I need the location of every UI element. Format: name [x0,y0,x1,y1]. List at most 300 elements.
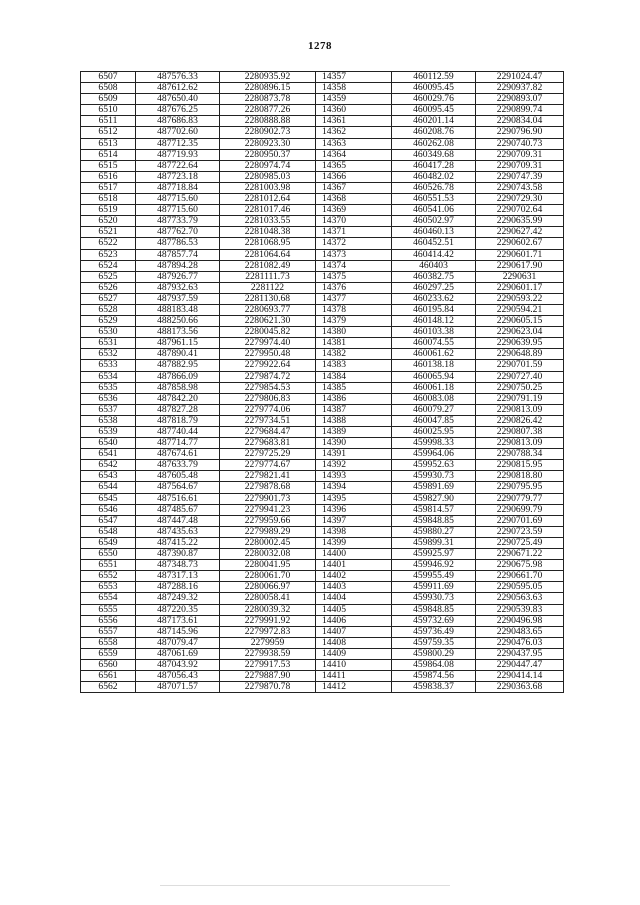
table-row [81,682,564,693]
x-coordinate-right-cell: 459848.85 [392,604,476,615]
point-id-left-cell: 6553 [81,582,136,593]
point-id-right-cell: 14372 [316,238,392,249]
footer-rule [160,885,450,886]
y-coordinate-left-cell: 2280039.32 [220,604,316,615]
y-coordinate-left-cell: 2281068.95 [220,238,316,249]
point-id-right-cell: 14378 [316,304,392,315]
x-coordinate-left-cell: 487650.40 [136,94,220,105]
y-coordinate-right-cell: 2290709.31 [476,160,564,171]
x-coordinate-left-cell: 487676.25 [136,105,220,116]
y-coordinate-left-cell: 2280950.37 [220,149,316,160]
y-coordinate-left-cell: 2279874.72 [220,371,316,382]
x-coordinate-left-cell: 487926.77 [136,271,220,282]
y-coordinate-right-cell: 2290661.70 [476,571,564,582]
y-coordinate-right-cell: 2290818.80 [476,471,564,482]
x-coordinate-right-cell: 459732.69 [392,615,476,626]
y-coordinate-left-cell: 2279806.83 [220,393,316,404]
point-id-left-cell: 6522 [81,238,136,249]
point-id-right-cell: 14394 [316,482,392,493]
y-coordinate-right-cell: 2290727.40 [476,371,564,382]
x-coordinate-left-cell: 487061.69 [136,648,220,659]
point-id-right-cell: 14412 [316,682,392,693]
x-coordinate-right-cell: 460103.38 [392,327,476,338]
y-coordinate-right-cell: 2290496.98 [476,615,564,626]
point-id-left-cell: 6518 [81,194,136,205]
x-coordinate-right-cell: 459848.85 [392,515,476,526]
y-coordinate-left-cell: 2279989.29 [220,526,316,537]
x-coordinate-right-cell: 460482.02 [392,171,476,182]
y-coordinate-left-cell: 2280032.08 [220,549,316,560]
table-row [81,549,564,560]
point-id-left-cell: 6517 [81,182,136,193]
point-id-left-cell: 6548 [81,526,136,537]
x-coordinate-left-cell: 487723.18 [136,171,220,182]
point-id-left-cell: 6514 [81,149,136,160]
x-coordinate-right-cell: 459880.27 [392,526,476,537]
x-coordinate-left-cell: 487564.67 [136,482,220,493]
table-row [81,171,564,182]
x-coordinate-left-cell: 487079.47 [136,637,220,648]
y-coordinate-left-cell: 2281122 [220,282,316,293]
x-coordinate-left-cell: 487576.33 [136,72,220,83]
point-id-left-cell: 6511 [81,116,136,127]
table-row [81,116,564,127]
point-id-left-cell: 6533 [81,360,136,371]
y-coordinate-left-cell: 2279917.53 [220,659,316,670]
x-coordinate-left-cell: 487317.13 [136,571,220,582]
x-coordinate-right-cell: 460297.25 [392,282,476,293]
point-id-right-cell: 14382 [316,349,392,360]
point-id-right-cell: 14407 [316,626,392,637]
y-coordinate-right-cell: 2290899.74 [476,105,564,116]
x-coordinate-right-cell: 459864.08 [392,659,476,670]
point-id-left-cell: 6507 [81,72,136,83]
x-coordinate-left-cell: 487612.62 [136,83,220,94]
x-coordinate-left-cell: 487145.96 [136,626,220,637]
x-coordinate-right-cell: 460195.84 [392,304,476,315]
x-coordinate-right-cell: 459930.73 [392,593,476,604]
y-coordinate-left-cell: 2281048.38 [220,227,316,238]
table-row [81,504,564,515]
y-coordinate-left-cell: 2280923.30 [220,138,316,149]
point-id-left-cell: 6520 [81,216,136,227]
x-coordinate-right-cell: 460061.62 [392,349,476,360]
point-id-right-cell: 14370 [316,216,392,227]
point-id-right-cell: 14398 [316,526,392,537]
table-row [81,659,564,670]
y-coordinate-right-cell: 2290807.38 [476,427,564,438]
table-row [81,593,564,604]
x-coordinate-right-cell: 460262.08 [392,138,476,149]
table-row [81,327,564,338]
y-coordinate-right-cell: 2290675.98 [476,560,564,571]
point-id-left-cell: 6510 [81,105,136,116]
point-id-right-cell: 14397 [316,515,392,526]
y-coordinate-left-cell: 2279878.68 [220,482,316,493]
point-id-right-cell: 14410 [316,659,392,670]
y-coordinate-left-cell: 2279959.66 [220,515,316,526]
point-id-right-cell: 14390 [316,438,392,449]
y-coordinate-right-cell: 2290594.21 [476,304,564,315]
y-coordinate-right-cell: 2290834.04 [476,116,564,127]
point-id-right-cell: 14357 [316,72,392,83]
x-coordinate-left-cell: 487390.87 [136,549,220,560]
y-coordinate-right-cell: 2290593.22 [476,293,564,304]
y-coordinate-right-cell: 2290563.63 [476,593,564,604]
table-row [81,238,564,249]
x-coordinate-right-cell: 459800.29 [392,648,476,659]
point-id-right-cell: 14389 [316,427,392,438]
point-id-right-cell: 14387 [316,404,392,415]
y-coordinate-right-cell: 2290437.95 [476,648,564,659]
table-row [81,626,564,637]
y-coordinate-right-cell: 2290648.89 [476,349,564,360]
y-coordinate-left-cell: 2279959 [220,637,316,648]
point-id-left-cell: 6528 [81,304,136,315]
table-row [81,438,564,449]
x-coordinate-right-cell: 459827.90 [392,493,476,504]
x-coordinate-right-cell: 460541.06 [392,205,476,216]
point-id-right-cell: 14406 [316,615,392,626]
point-id-right-cell: 14363 [316,138,392,149]
table-row [81,194,564,205]
point-id-right-cell: 14379 [316,316,392,327]
y-coordinate-left-cell: 2280877.26 [220,105,316,116]
y-coordinate-left-cell: 2280985.03 [220,171,316,182]
x-coordinate-right-cell: 460208.76 [392,127,476,138]
point-id-right-cell: 14385 [316,382,392,393]
point-id-right-cell: 14369 [316,205,392,216]
point-id-right-cell: 14411 [316,671,392,682]
x-coordinate-left-cell: 487740.44 [136,427,220,438]
point-id-right-cell: 14368 [316,194,392,205]
table-row [81,648,564,659]
x-coordinate-right-cell: 460029.76 [392,94,476,105]
table-row [81,105,564,116]
y-coordinate-right-cell: 2290631 [476,271,564,282]
y-coordinate-left-cell: 2280902.73 [220,127,316,138]
point-id-left-cell: 6560 [81,659,136,670]
point-id-left-cell: 6546 [81,504,136,515]
table-row [81,460,564,471]
point-id-right-cell: 14366 [316,171,392,182]
x-coordinate-left-cell: 487071.57 [136,682,220,693]
x-coordinate-right-cell: 460201.14 [392,116,476,127]
x-coordinate-right-cell: 460452.51 [392,238,476,249]
y-coordinate-right-cell: 2290740.73 [476,138,564,149]
point-id-left-cell: 6541 [81,449,136,460]
y-coordinate-left-cell: 2280621.30 [220,316,316,327]
y-coordinate-left-cell: 2280693.77 [220,304,316,315]
y-coordinate-left-cell: 2281130.68 [220,293,316,304]
x-coordinate-right-cell: 459736.49 [392,626,476,637]
x-coordinate-right-cell: 459838.37 [392,682,476,693]
table-row [81,615,564,626]
x-coordinate-right-cell: 460526.78 [392,182,476,193]
point-id-left-cell: 6551 [81,560,136,571]
x-coordinate-right-cell: 460460.13 [392,227,476,238]
table-row [81,604,564,615]
point-id-right-cell: 14391 [316,449,392,460]
x-coordinate-right-cell: 460095.45 [392,105,476,116]
point-id-right-cell: 14408 [316,637,392,648]
x-coordinate-left-cell: 487890.41 [136,349,220,360]
table-row [81,371,564,382]
table-row [81,260,564,271]
x-coordinate-right-cell: 460414.42 [392,249,476,260]
table-row [81,582,564,593]
y-coordinate-left-cell: 2281003.98 [220,182,316,193]
x-coordinate-left-cell: 487762.70 [136,227,220,238]
point-id-right-cell: 14381 [316,338,392,349]
x-coordinate-left-cell: 487818.79 [136,415,220,426]
x-coordinate-right-cell: 460551.53 [392,194,476,205]
y-coordinate-left-cell: 2280888.88 [220,116,316,127]
point-id-right-cell: 14384 [316,371,392,382]
x-coordinate-right-cell: 460083.08 [392,393,476,404]
y-coordinate-left-cell: 2279683.81 [220,438,316,449]
y-coordinate-right-cell: 2290747.39 [476,171,564,182]
point-id-left-cell: 6557 [81,626,136,637]
point-id-left-cell: 6529 [81,316,136,327]
point-id-left-cell: 6508 [81,83,136,94]
point-id-left-cell: 6540 [81,438,136,449]
point-id-left-cell: 6543 [81,471,136,482]
y-coordinate-left-cell: 2281082.49 [220,260,316,271]
table-row [81,349,564,360]
table-row [81,138,564,149]
point-id-right-cell: 14377 [316,293,392,304]
x-coordinate-right-cell: 460403 [392,260,476,271]
y-coordinate-left-cell: 2280873.78 [220,94,316,105]
point-id-right-cell: 14399 [316,537,392,548]
point-id-right-cell: 14376 [316,282,392,293]
point-id-left-cell: 6537 [81,404,136,415]
x-coordinate-left-cell: 487435.63 [136,526,220,537]
point-id-right-cell: 14375 [316,271,392,282]
point-id-right-cell: 14374 [316,260,392,271]
y-coordinate-right-cell: 2290779.77 [476,493,564,504]
x-coordinate-right-cell: 460417.28 [392,160,476,171]
x-coordinate-right-cell: 459759.35 [392,637,476,648]
table-row [81,216,564,227]
x-coordinate-right-cell: 460502.97 [392,216,476,227]
y-coordinate-left-cell: 2280002.45 [220,537,316,548]
y-coordinate-left-cell: 2280041.95 [220,560,316,571]
y-coordinate-right-cell: 2290539.83 [476,604,564,615]
y-coordinate-left-cell: 2279870.78 [220,682,316,693]
x-coordinate-left-cell: 487605.48 [136,471,220,482]
y-coordinate-right-cell: 2290617.90 [476,260,564,271]
x-coordinate-right-cell: 460074.55 [392,338,476,349]
x-coordinate-left-cell: 487719.93 [136,149,220,160]
y-coordinate-left-cell: 2279774.67 [220,460,316,471]
x-coordinate-right-cell: 460138.18 [392,360,476,371]
y-coordinate-right-cell: 2290709.31 [476,149,564,160]
x-coordinate-right-cell: 460349.68 [392,149,476,160]
x-coordinate-left-cell: 487882.95 [136,360,220,371]
x-coordinate-left-cell: 487249.32 [136,593,220,604]
point-id-left-cell: 6524 [81,260,136,271]
x-coordinate-left-cell: 487348.73 [136,560,220,571]
point-id-left-cell: 6545 [81,493,136,504]
y-coordinate-right-cell: 2290796.90 [476,127,564,138]
point-id-left-cell: 6525 [81,271,136,282]
point-id-left-cell: 6516 [81,171,136,182]
table-row [81,382,564,393]
y-coordinate-left-cell: 2280896.15 [220,83,316,94]
x-coordinate-left-cell: 487056.43 [136,671,220,682]
y-coordinate-left-cell: 2280058.41 [220,593,316,604]
point-id-right-cell: 14409 [316,648,392,659]
point-id-left-cell: 6536 [81,393,136,404]
x-coordinate-left-cell: 487714.77 [136,438,220,449]
y-coordinate-right-cell: 2290447.47 [476,659,564,670]
y-coordinate-left-cell: 2279972.83 [220,626,316,637]
x-coordinate-right-cell: 459964.06 [392,449,476,460]
y-coordinate-left-cell: 2280061.70 [220,571,316,582]
x-coordinate-left-cell: 487894.28 [136,260,220,271]
table-row [81,83,564,94]
y-coordinate-left-cell: 2279950.48 [220,349,316,360]
table-row [81,293,564,304]
x-coordinate-right-cell: 459946.92 [392,560,476,571]
point-id-left-cell: 6562 [81,682,136,693]
point-id-left-cell: 6549 [81,537,136,548]
table-row [81,282,564,293]
point-id-right-cell: 14367 [316,182,392,193]
point-id-left-cell: 6519 [81,205,136,216]
table-row [81,404,564,415]
x-coordinate-right-cell: 459899.31 [392,537,476,548]
y-coordinate-right-cell: 2290893.07 [476,94,564,105]
point-id-right-cell: 14359 [316,94,392,105]
y-coordinate-right-cell: 2290639.95 [476,338,564,349]
point-id-right-cell: 14383 [316,360,392,371]
point-id-right-cell: 14404 [316,593,392,604]
point-id-right-cell: 14401 [316,560,392,571]
page-number: 1278 [308,40,332,52]
point-id-right-cell: 14362 [316,127,392,138]
x-coordinate-left-cell: 487718.84 [136,182,220,193]
y-coordinate-right-cell: 2290671.22 [476,549,564,560]
y-coordinate-left-cell: 2280045.82 [220,327,316,338]
y-coordinate-left-cell: 2281064.64 [220,249,316,260]
y-coordinate-right-cell: 2290601.71 [476,249,564,260]
point-id-left-cell: 6559 [81,648,136,659]
x-coordinate-right-cell: 459891.69 [392,482,476,493]
y-coordinate-right-cell: 2291024.47 [476,72,564,83]
point-id-right-cell: 14360 [316,105,392,116]
table-row [81,482,564,493]
y-coordinate-left-cell: 2281111.73 [220,271,316,282]
table-row [81,515,564,526]
y-coordinate-right-cell: 2290743.58 [476,182,564,193]
y-coordinate-left-cell: 2280935.92 [220,72,316,83]
x-coordinate-left-cell: 487485.67 [136,504,220,515]
table-row [81,471,564,482]
y-coordinate-left-cell: 2280066.97 [220,582,316,593]
y-coordinate-right-cell: 2290791.19 [476,393,564,404]
point-id-left-cell: 6544 [81,482,136,493]
point-id-right-cell: 14371 [316,227,392,238]
point-id-left-cell: 6534 [81,371,136,382]
x-coordinate-right-cell: 459911.69 [392,582,476,593]
coordinates-table-body [81,72,564,693]
x-coordinate-right-cell: 460025.95 [392,427,476,438]
table-row [81,526,564,537]
x-coordinate-right-cell: 460382.75 [392,271,476,282]
table-row [81,571,564,582]
x-coordinate-right-cell: 460061.18 [392,382,476,393]
x-coordinate-left-cell: 487932.63 [136,282,220,293]
x-coordinate-left-cell: 487866.09 [136,371,220,382]
point-id-right-cell: 14358 [316,83,392,94]
point-id-left-cell: 6530 [81,327,136,338]
point-id-right-cell: 14361 [316,116,392,127]
table-row [81,338,564,349]
x-coordinate-left-cell: 487686.83 [136,116,220,127]
x-coordinate-right-cell: 460047.85 [392,415,476,426]
point-id-left-cell: 6521 [81,227,136,238]
table-row [81,393,564,404]
y-coordinate-left-cell: 2279941.23 [220,504,316,515]
x-coordinate-right-cell: 460148.12 [392,316,476,327]
y-coordinate-left-cell: 2279938.59 [220,648,316,659]
x-coordinate-right-cell: 459814.57 [392,504,476,515]
x-coordinate-left-cell: 487857.74 [136,249,220,260]
point-id-right-cell: 14396 [316,504,392,515]
y-coordinate-right-cell: 2290795.95 [476,482,564,493]
table-row [81,271,564,282]
table-row [81,182,564,193]
y-coordinate-left-cell: 2279734.51 [220,415,316,426]
table-row [81,227,564,238]
table-row [81,537,564,548]
table-row [81,127,564,138]
x-coordinate-right-cell: 459874.56 [392,671,476,682]
y-coordinate-right-cell: 2290595.05 [476,582,564,593]
x-coordinate-left-cell: 487715.60 [136,205,220,216]
point-id-right-cell: 14386 [316,393,392,404]
x-coordinate-left-cell: 487415.22 [136,537,220,548]
x-coordinate-right-cell: 460079.27 [392,404,476,415]
point-id-right-cell: 14400 [316,549,392,560]
y-coordinate-right-cell: 2290813.09 [476,438,564,449]
x-coordinate-left-cell: 488250.66 [136,316,220,327]
y-coordinate-right-cell: 2290635.99 [476,216,564,227]
table-row [81,427,564,438]
point-id-left-cell: 6523 [81,249,136,260]
table-row [81,449,564,460]
point-id-left-cell: 6547 [81,515,136,526]
table-row [81,160,564,171]
point-id-left-cell: 6535 [81,382,136,393]
point-id-right-cell: 14403 [316,582,392,593]
y-coordinate-right-cell: 2290414.14 [476,671,564,682]
point-id-left-cell: 6515 [81,160,136,171]
point-id-left-cell: 6526 [81,282,136,293]
x-coordinate-left-cell: 487447.48 [136,515,220,526]
x-coordinate-left-cell: 487516.61 [136,493,220,504]
point-id-left-cell: 6539 [81,427,136,438]
x-coordinate-left-cell: 487858.98 [136,382,220,393]
point-id-left-cell: 6555 [81,604,136,615]
point-id-right-cell: 14402 [316,571,392,582]
x-coordinate-left-cell: 487712.35 [136,138,220,149]
y-coordinate-left-cell: 2279991.92 [220,615,316,626]
y-coordinate-right-cell: 2290813.09 [476,404,564,415]
